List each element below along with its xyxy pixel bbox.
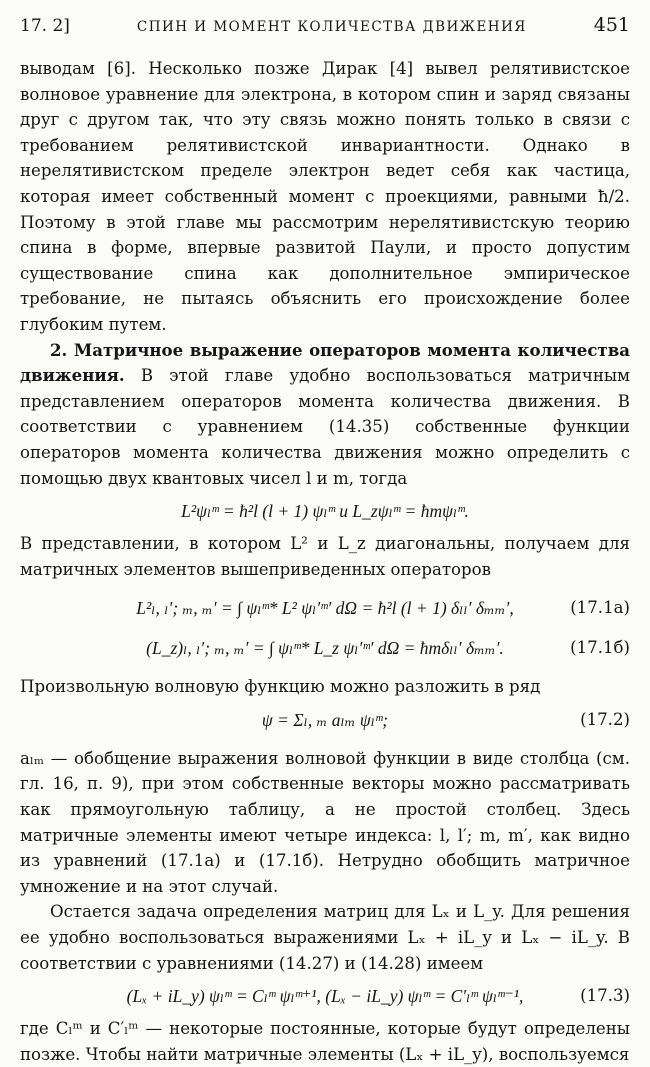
paragraph-representation: В представлении, в котором L² и L_z диагональны, получаем для матричных элементов вышеприведенных операторов (20, 534, 630, 579)
section-heading: 2. Матричное выражение операторов момента количества движения. (20, 339, 630, 386)
equation-17-1a (20, 588, 630, 628)
paragraph-expansion: Произвольную волновую функцию можно разложить в ряд (20, 677, 541, 697)
equation-17-1a-number: (17.1а) (570, 598, 630, 618)
equation-17-3 (20, 976, 630, 1016)
equation-17-2-number: (17.2) (580, 709, 630, 729)
equation-17-1b-body: (L_z)ₗ, ₗ′; ₘ, ₘ′ = ∫ ψₗᵐ* L_z ψₗ′ᵐ′ dΩ = ħmδₗₗ′ δₘₘ′. (146, 638, 504, 659)
equation-eigenvalues (20, 491, 630, 531)
paragraph-intro: выводам [6]. Несколько позже Дирак [4] вывел релятивистское волновое уравнение для электрона, в котором спин и заряд связаны друг с другом так, что эту связь можно понять только в связи с требованием релятивистской инвариантности. Однако в нерелятивистском пределе электрон ведет себя как частица, которая имеет собственный момент с проекциями, равными ħ/2. Поэтому в этой главе мы рассмотрим нерелятивистскую теорию спина в форме, впервые развитой Паули, и просто допустим существование спина как дополнительное эмпирическое требование, не пытаясь объяснить его происхождение более глубоким путем. (20, 59, 630, 334)
equation-17-2-body: ψ = Σₗ, ₘ aₗₘ ψₗᵐ; (261, 709, 389, 730)
equation-eigenvalues-body: L²ψₗᵐ = ħ²l (l + 1) ψₗᵐ и L_zψₗᵐ = ħmψₗᵐ. (181, 501, 469, 522)
equation-17-1b (20, 628, 630, 668)
equation-17-3-body: (Lₓ + iL_y) ψₗᵐ = Cₗᵐ ψₗᵐ⁺¹, (Lₓ − iL_y) ψₗᵐ = C′ₗᵐ ψₗᵐ⁻¹, (126, 986, 524, 1007)
equation-17-1b-number: (17.1б) (570, 638, 630, 658)
equation-17-3-number: (17.3) (580, 986, 630, 1006)
equation-17-2 (20, 700, 630, 740)
running-header (20, 14, 630, 44)
paragraph-lx-ly: Остается задача определения матриц для Lₓ и L_y. Для решения ее удобно воспользоваться выражениями Lₓ + iL_y и Lₓ − iL_y. В соответствии с уравнениями (14.27) и (14.28) имеем (20, 902, 630, 973)
running-title: СПИН И МОМЕНТ КОЛИЧЕСТВА ДВИЖЕНИЯ (136, 19, 527, 35)
paragraph-section-2 (20, 338, 630, 492)
section-2-text: В этой главе удобно воспользоваться матричным представлением операторов момента количества движения. В соответствии с уравнением (14.35) собственные функции операторов момента количества движения можно определить с помощью двух квантовых чисел l и m, тогда (20, 366, 630, 488)
page-number: 451 (593, 14, 630, 36)
equation-17-1a-body: L²ₗ, ₗ′; ₘ, ₘ′ = ∫ ψₗᵐ* L² ψₗ′ᵐ′ dΩ = ħ²l (l + 1) δₗₗ′ δₘₘ′, (136, 598, 514, 619)
paragraph-constants: где Cₗᵐ и C′ₗᵐ — некоторые постоянные, которые будут определены позже. Чтобы найти матричные элементы (Lₓ + iL_y), воспользуемся (20, 1019, 630, 1064)
paragraph-column-generalization: aₗₘ — обобщение выражения волновой функции в виде столбца (см. гл. 16, п. 9), при этом собственные векторы можно рассматривать как прямоугольную таблицу, а не простой столбец. Здесь матричные элементы имеют четыре индекса: l, l′; m, m′, как видно из уравнений (17.1а) и (17.1б). Нетрудно обобщить матричное умножение и на этот случай. (20, 748, 630, 896)
section-number: 17. 2] (20, 16, 70, 36)
